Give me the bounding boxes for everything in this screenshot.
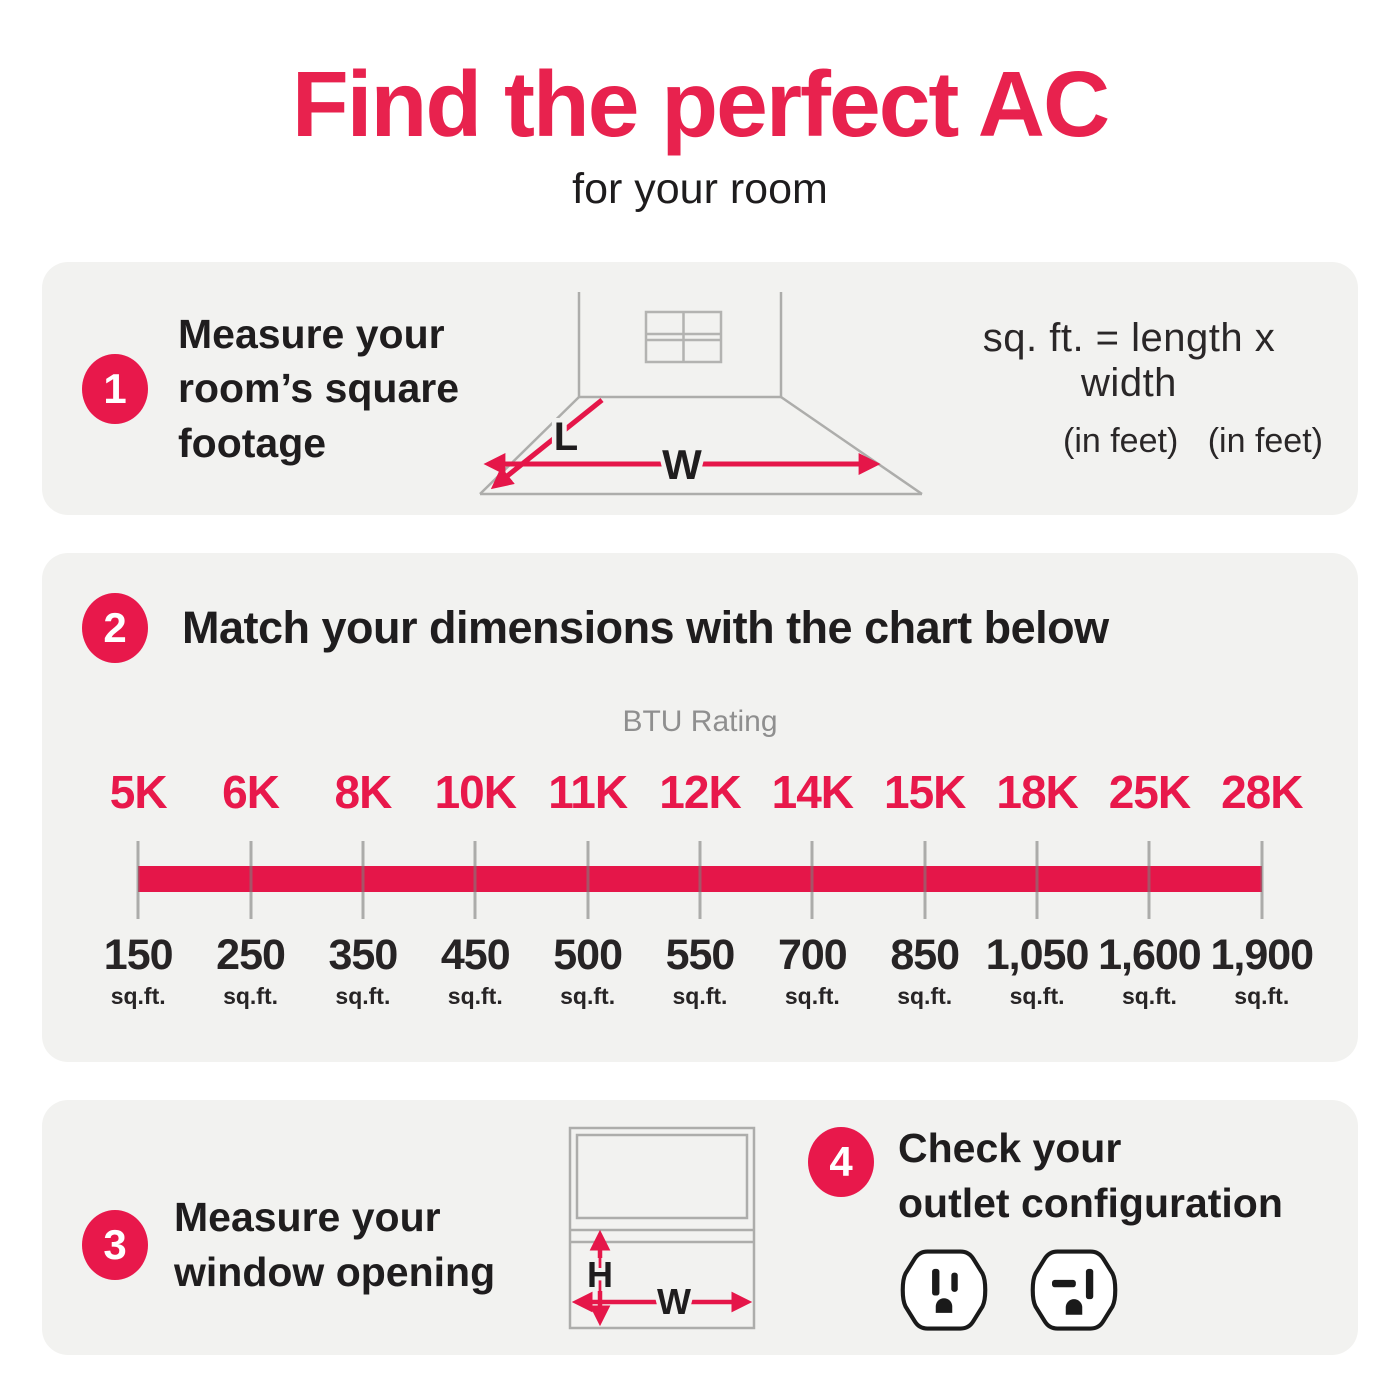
- btu-label: 6K: [222, 766, 279, 819]
- step-3-group: [82, 1190, 526, 1298]
- btu-chart: [82, 765, 1318, 1010]
- scale-tick: [1260, 841, 1263, 919]
- sqft-value: 1,900: [1210, 931, 1314, 980]
- btu-label: 5K: [109, 766, 167, 819]
- outlet-240v-icon: [1028, 1246, 1120, 1334]
- step-1-badge: 1: [82, 354, 148, 424]
- sqft-formula: [934, 316, 1324, 461]
- step-4-line: outlet configuration: [898, 1179, 1283, 1226]
- sqft-value-cell: [194, 931, 306, 1010]
- scale-tick: [1036, 841, 1039, 919]
- sqft-unit: sq.ft.: [784, 983, 840, 1010]
- scale-band: [82, 841, 1318, 919]
- scale-tick: [474, 841, 477, 919]
- length-label: L: [553, 414, 579, 459]
- sqft-value-cell: [419, 931, 531, 1010]
- scale-tick: [811, 841, 814, 919]
- scale-tick: [137, 841, 140, 919]
- content: [42, 262, 1358, 1355]
- sqft-value-cell: [307, 931, 419, 1010]
- window-height-label: H: [587, 1253, 613, 1295]
- formula-units: [1062, 422, 1324, 461]
- sqft-value-cell: [82, 931, 194, 1010]
- btu-label: 18K: [996, 766, 1078, 819]
- sqft-unit: sq.ft.: [447, 983, 503, 1010]
- scale-tick: [586, 841, 589, 919]
- btu-label: 11K: [548, 766, 628, 819]
- sqft-unit: sq.ft.: [560, 983, 616, 1010]
- step-1-text: [178, 307, 470, 469]
- step-1-line: footage: [178, 419, 327, 466]
- step-4-badge: 4: [808, 1127, 874, 1197]
- scale-tick: [699, 841, 702, 919]
- btu-label: 12K: [659, 766, 741, 819]
- sqft-value-cell: [531, 931, 643, 1010]
- step-2-heading: Match your dimensions with the chart below: [182, 602, 1109, 654]
- btu-label: 28K: [1221, 766, 1303, 819]
- step-2-header: [82, 593, 1318, 663]
- room-diagram: [474, 274, 934, 504]
- formula-note: (in feet): [1063, 422, 1179, 461]
- sqft-value: 1,050: [985, 931, 1089, 980]
- sqft-unit: sq.ft.: [335, 983, 391, 1010]
- room-width-label: W: [662, 440, 702, 488]
- page-subtitle: for your room: [572, 165, 828, 214]
- btu-labels-row: [82, 765, 1318, 819]
- sqft-value: 850: [890, 931, 960, 980]
- scale-tick: [1148, 841, 1151, 919]
- sqft-value: 150: [103, 931, 173, 980]
- btu-rating-label: BTU Rating: [622, 705, 778, 739]
- btu-label: 8K: [334, 766, 392, 819]
- sqft-value: 250: [216, 931, 285, 980]
- sqft-value: 500: [553, 931, 622, 980]
- scale-tick: [923, 841, 926, 919]
- scale-tick: [249, 841, 252, 919]
- btu-label: 14K: [771, 766, 854, 819]
- step-3-badge: 3: [82, 1210, 148, 1280]
- window-icon: [646, 312, 721, 362]
- formula-note: (in feet): [1207, 422, 1323, 461]
- sqft-unit: sq.ft.: [110, 983, 166, 1010]
- sqft-value-cell: [1206, 931, 1318, 1010]
- step-3-line: Measure your: [174, 1194, 441, 1241]
- sqft-value: 550: [665, 931, 735, 980]
- btu-label: 10K: [434, 766, 516, 819]
- sqft-unit: sq.ft.: [1009, 983, 1065, 1010]
- sqft-value-cell: [981, 931, 1093, 1010]
- sqft-unit: sq.ft.: [1234, 983, 1290, 1010]
- formula-equation: sq. ft. = length x width: [982, 316, 1276, 406]
- outlet-icons-row: [898, 1246, 1318, 1334]
- step-4-group: [808, 1121, 1318, 1333]
- step-4-header: [808, 1121, 1318, 1229]
- length-arrow: [496, 400, 602, 485]
- step-1-line: Measure your: [178, 311, 445, 358]
- sqft-value: 450: [440, 931, 510, 980]
- step-4-text: [898, 1121, 1283, 1229]
- step-3-line: window opening: [174, 1248, 496, 1295]
- step-2-badge: 2: [82, 593, 148, 663]
- window-width-label: W: [657, 1280, 691, 1322]
- sqft-values-row: [82, 931, 1318, 1010]
- sqft-value-cell: [869, 931, 981, 1010]
- window-diagram: [566, 1124, 758, 1332]
- sqft-value-cell: [1093, 931, 1205, 1010]
- step-1-card: [42, 262, 1358, 515]
- sqft-unit: sq.ft.: [223, 983, 279, 1010]
- sqft-unit: sq.ft.: [1121, 983, 1177, 1010]
- sqft-value: 1,600: [1098, 931, 1201, 980]
- btu-label: 25K: [1108, 766, 1191, 819]
- step-3-4-card: [42, 1100, 1358, 1355]
- outlet-120v-icon: [898, 1246, 990, 1334]
- page-title: Find the perfect AC: [291, 52, 1109, 156]
- sqft-value-cell: [756, 931, 868, 1010]
- sqft-unit: sq.ft.: [672, 983, 728, 1010]
- sqft-value: 350: [328, 931, 398, 980]
- btu-label: 15K: [884, 766, 966, 819]
- sqft-value-cell: [644, 931, 756, 1010]
- step-1-line: room’s square: [178, 365, 460, 412]
- sqft-value: 700: [777, 931, 847, 980]
- step-3-text: [174, 1190, 526, 1298]
- scale-tick: [361, 841, 364, 919]
- sqft-unit: sq.ft.: [897, 983, 953, 1010]
- step-4-line: Check your: [898, 1125, 1122, 1172]
- header: [0, 0, 1400, 216]
- step-2-card: [42, 553, 1358, 1062]
